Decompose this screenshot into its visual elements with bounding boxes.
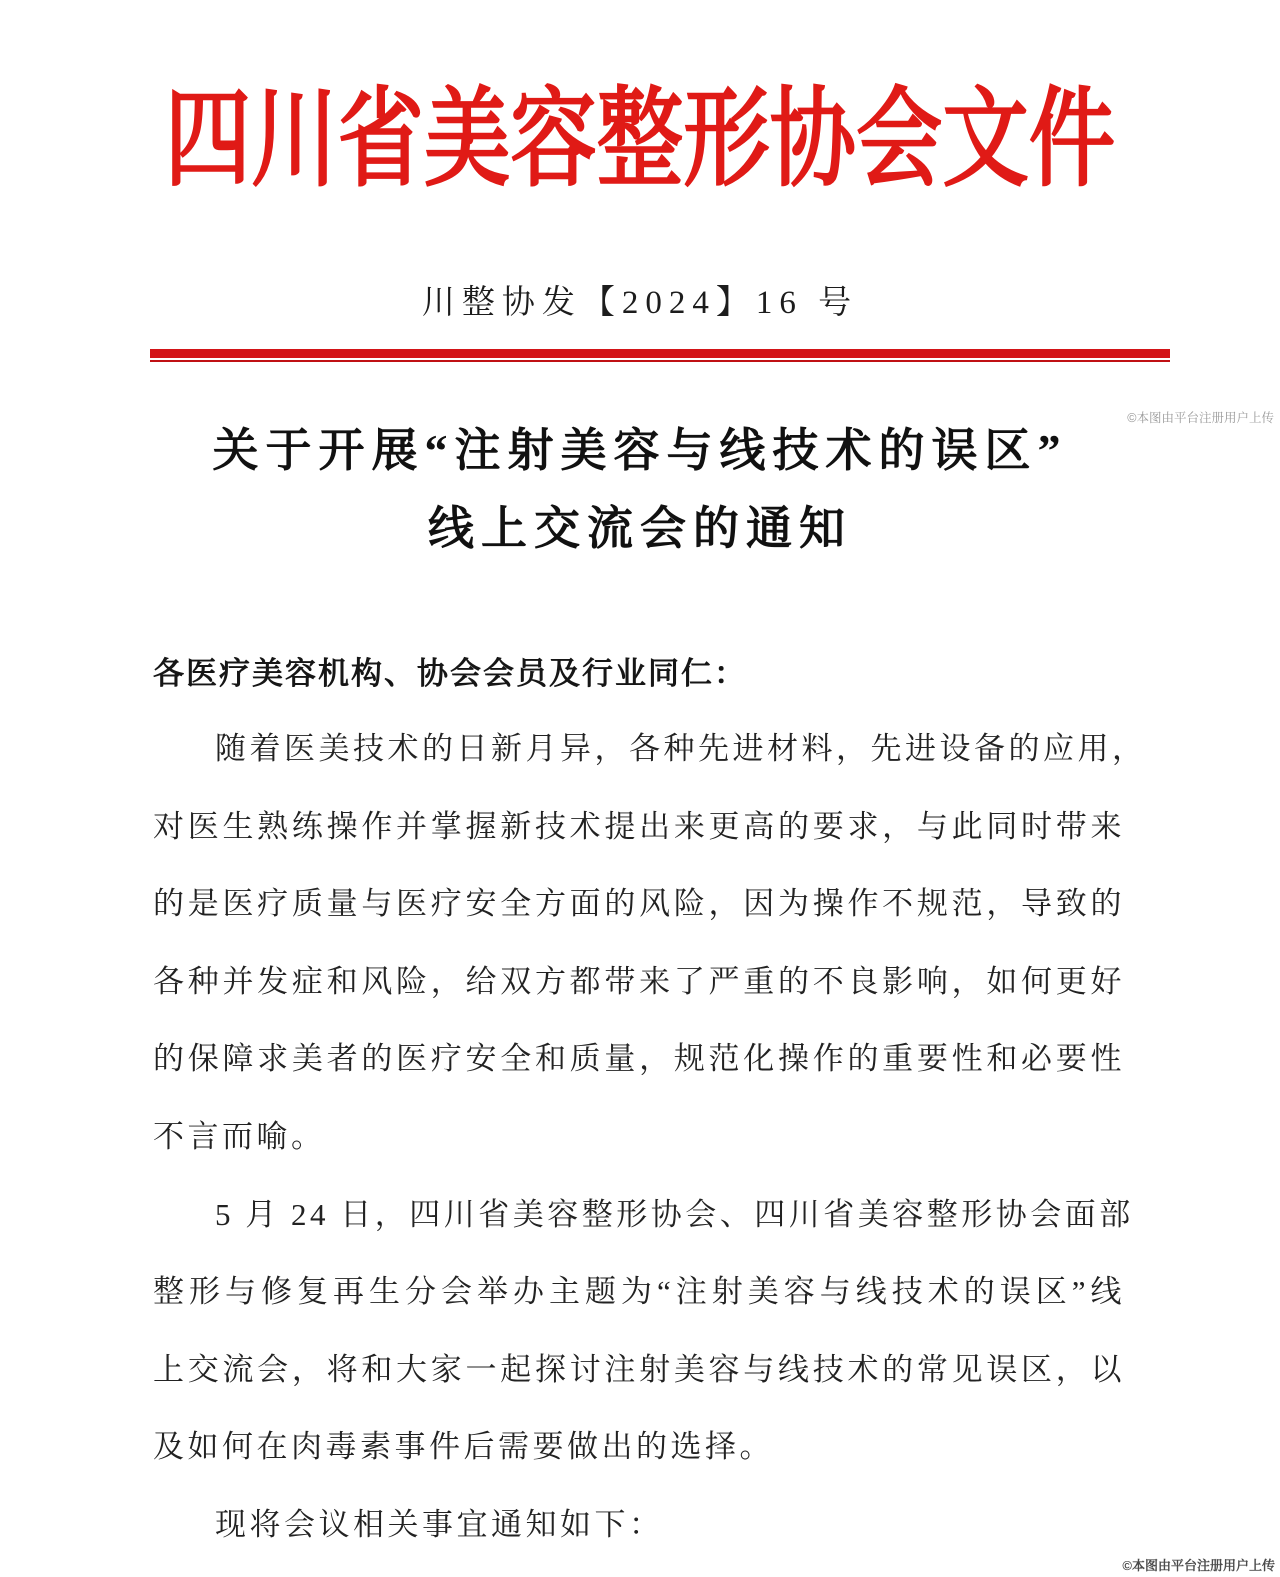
body-line: 现将会议相关事宜通知如下： — [215, 1506, 664, 1542]
platform-watermark-top: ©本图由平台注册用户上传 — [1127, 411, 1274, 425]
body-line: 上交流会，将和大家一起探讨注射美容与线技术的常见误区，以 — [153, 1351, 1125, 1387]
body-line: 各种并发症和风险，给双方都带来了严重的不良影响，如何更好 — [153, 963, 1125, 999]
body-line: 不言而喻。 — [153, 1118, 326, 1154]
body-text — [153, 710, 1147, 1564]
notice-title-line1: 关于开展“注射美容与线技术的误区” — [212, 425, 1068, 476]
document-number: 川整协发【2024】16 号 — [421, 285, 859, 321]
red-divider-thin-line — [150, 360, 1170, 362]
body-line: 及如何在肉毒素事件后需要做出的选择。 — [153, 1429, 774, 1465]
red-divider-rule — [150, 349, 1170, 362]
notice-title — [0, 412, 1280, 568]
salutation-line: 各医疗美容机构、协会会员及行业同仁： — [153, 656, 747, 691]
red-divider-thick-line — [150, 349, 1170, 358]
body-line: 的保障求美者的医疗安全和质量，规范化操作的重要性和必要性 — [153, 1041, 1125, 1077]
notice-title-line2: 线上交流会的通知 — [428, 503, 852, 554]
body-line: 随着医美技术的日新月异，各种先进材料，先进设备的应用， — [215, 731, 1147, 766]
body-line: 整形与修复再生分会举办主题为“注射美容与线技术的误区”线 — [153, 1274, 1125, 1310]
body-line: 对医生熟练操作并掌握新技术提出来更高的要求，与此同时带来 — [153, 808, 1125, 844]
red-header-title: 四川省美容整形协会文件 — [164, 81, 1116, 200]
body-line: 5 月 24 日，四川省美容整形协会、四川省美容整形协会面部 — [215, 1196, 1134, 1232]
platform-watermark-bottom: ©本图由平台注册用户上传 — [1122, 1558, 1275, 1573]
body-line: 的是医疗质量与医疗安全方面的风险，因为操作不规范，导致的 — [153, 886, 1125, 922]
